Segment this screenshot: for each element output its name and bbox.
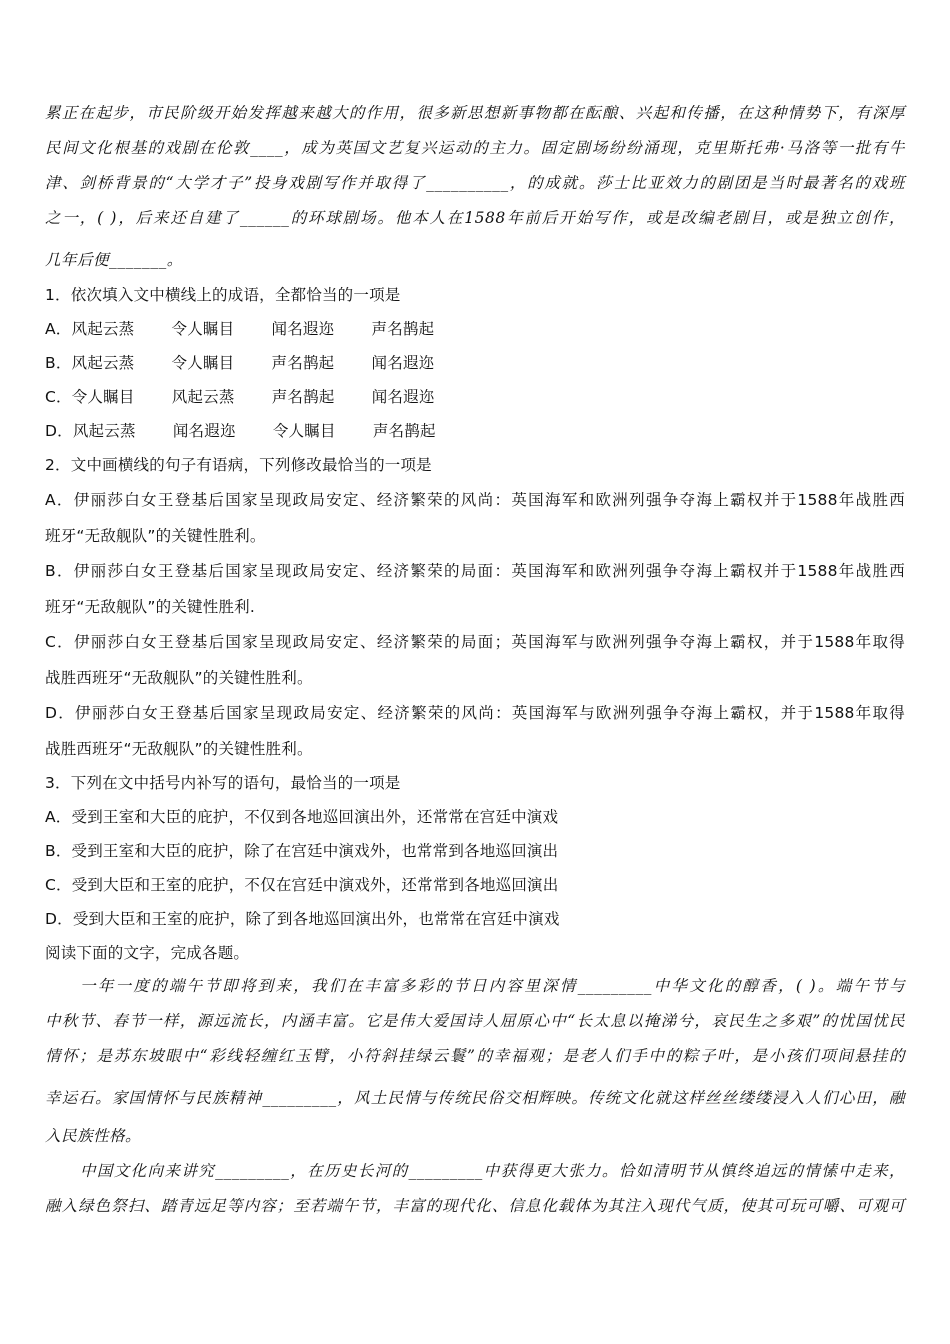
option-a[interactable] bbox=[45, 319, 434, 339]
option-b[interactable] bbox=[45, 353, 434, 373]
option-text: B．伊丽莎白女王登基后国家呈现政局安定、经济繁荣的局面：英国海军和欧洲列强争夺海上霸权并于1588年战胜西 bbox=[45, 562, 905, 580]
option-item: 闻名遐迩 bbox=[172, 422, 236, 440]
option-d[interactable] bbox=[45, 421, 436, 441]
question-stem: 3．下列在文中括号内补写的语句，最恰当的一项是 bbox=[45, 774, 401, 792]
option-item: 风起云蒸 bbox=[171, 388, 235, 406]
question-stem: 1．依次填入文中横线上的成语，全都恰当的一项是 bbox=[45, 286, 401, 304]
option-label: D． bbox=[45, 422, 73, 440]
option-label: C． bbox=[45, 388, 72, 406]
option-text: D．伊丽莎白女王登基后国家呈现政局安定、经济繁荣的风尚：英国海军与欧洲列强争夺海上霸权，并于1588年取得 bbox=[45, 704, 905, 722]
passage-2-line: 入民族性格。 bbox=[45, 1127, 142, 1145]
passage-2-line: 幸运石。家国情怀与民族精神_________，风土民情与传统民俗交相辉映。传统文化就这样丝丝缕缕浸入人们心田，融 bbox=[45, 1089, 905, 1107]
option-c[interactable]: C．受到大臣和王室的庇护，不仅在宫廷中演戏外，还常常到各地巡回演出 bbox=[45, 876, 559, 894]
option-item: 令人瞩目 bbox=[71, 388, 135, 406]
option-text: C．伊丽莎白女王登基后国家呈现政局安定、经济繁荣的局面；英国海军与欧洲列强争夺海上霸权，并于1588年取得 bbox=[45, 633, 905, 651]
option-item: 风起云蒸 bbox=[72, 422, 136, 440]
option-label: B． bbox=[45, 354, 72, 372]
option-text: 战胜西班牙“无敌舰队”的关键性胜利。 bbox=[45, 669, 313, 687]
option-item: 声名鹊起 bbox=[271, 354, 335, 372]
option-text: 班牙“无敌舰队”的关键性胜利。 bbox=[45, 527, 266, 545]
option-item: 闻名遐迩 bbox=[371, 354, 435, 372]
option-item: 风起云蒸 bbox=[71, 354, 135, 372]
passage-1-line: 津、剑桥背景的“大学才子”投身戏剧写作并取得了__________，的成就。莎士比亚效力的剧团是当时最著名的戏班 bbox=[45, 174, 905, 192]
option-item: 令人瞩目 bbox=[171, 354, 235, 372]
option-label: A． bbox=[45, 320, 72, 338]
passage-2-line: 中秋节、春节一样，源远流长，内涵丰富。它是伟大爱国诗人屈原心中“长太息以掩涕兮，哀民生之多艰”的忧国忧民 bbox=[45, 1012, 905, 1030]
passage-2-line: 一年一度的端午节即将到来，我们在丰富多彩的节日内容里深情_________中华文化的醇香，( )。端午节与 bbox=[80, 977, 905, 995]
option-a[interactable]: A．受到王室和大臣的庇护，不仅到各地巡回演出外，还常常在宫廷中演戏 bbox=[45, 808, 559, 826]
option-item: 闻名遐迩 bbox=[271, 320, 335, 338]
option-text: 战胜西班牙“无敌舰队”的关键性胜利。 bbox=[45, 740, 313, 758]
passage-1-line: 民间文化根基的戏剧在伦敦____，成为英国文艺复兴运动的主力。固定剧场纷纷涌现，克里斯托弗·马洛等一批有牛 bbox=[45, 139, 905, 157]
passage-2-line: 中国文化向来讲究_________，在历史长河的_________中获得更大张力。恰如清明节从慎终追远的情愫中走来， bbox=[80, 1162, 905, 1180]
option-item: 风起云蒸 bbox=[71, 320, 135, 338]
option-c[interactable] bbox=[45, 387, 435, 407]
option-item: 闻名遐迩 bbox=[371, 388, 435, 406]
option-item: 令人瞩目 bbox=[171, 320, 235, 338]
passage-1-line: 累正在起步，市民阶级开始发挥越来越大的作用，很多新思想新事物都在酝酿、兴起和传播，在这种情势下，有深厚 bbox=[45, 104, 905, 122]
question-stem: 2．文中画横线的句子有语病，下列修改最恰当的一项是 bbox=[45, 456, 432, 474]
option-b[interactable]: B．受到王室和大臣的庇护，除了在宫廷中演戏外，也常常到各地巡回演出 bbox=[45, 842, 559, 860]
option-text: A．伊丽莎白女王登基后国家呈现政局安定、经济繁荣的风尚：英国海军和欧洲列强争夺海上霸权并于1588年战胜西 bbox=[45, 491, 905, 509]
option-item: 声名鹊起 bbox=[271, 388, 335, 406]
passage-1-line: 几年后便_______。 bbox=[45, 251, 183, 269]
option-text: 班牙“无敌舰队”的关键性胜利. bbox=[45, 598, 255, 616]
option-item: 声名鹊起 bbox=[371, 320, 435, 338]
passage-2-line: 情怀；是苏东坡眼中“彩线轻缠红玉臂，小符斜挂绿云鬟”的幸福观；是老人们手中的粽子叶，是小孩们项间悬挂的 bbox=[45, 1047, 905, 1065]
passage-1-line: 之一，( )，后来还自建了______的环球剧场。他本人在1588年前后开始写作，或是改编老剧目，或是独立创作， bbox=[45, 209, 905, 227]
reading-instruction: 阅读下面的文字，完成各题。 bbox=[45, 944, 250, 962]
option-d[interactable]: D．受到大臣和王室的庇护，除了到各地巡回演出外，也常常在宫廷中演戏 bbox=[45, 910, 560, 928]
option-item: 令人瞩目 bbox=[272, 422, 336, 440]
option-item: 声名鹊起 bbox=[372, 422, 436, 440]
passage-2-line: 融入绿色祭扫、踏青远足等内容；至若端午节，丰富的现代化、信息化载体为其注入现代气质，使其可玩可嚼、可观可 bbox=[45, 1197, 905, 1215]
